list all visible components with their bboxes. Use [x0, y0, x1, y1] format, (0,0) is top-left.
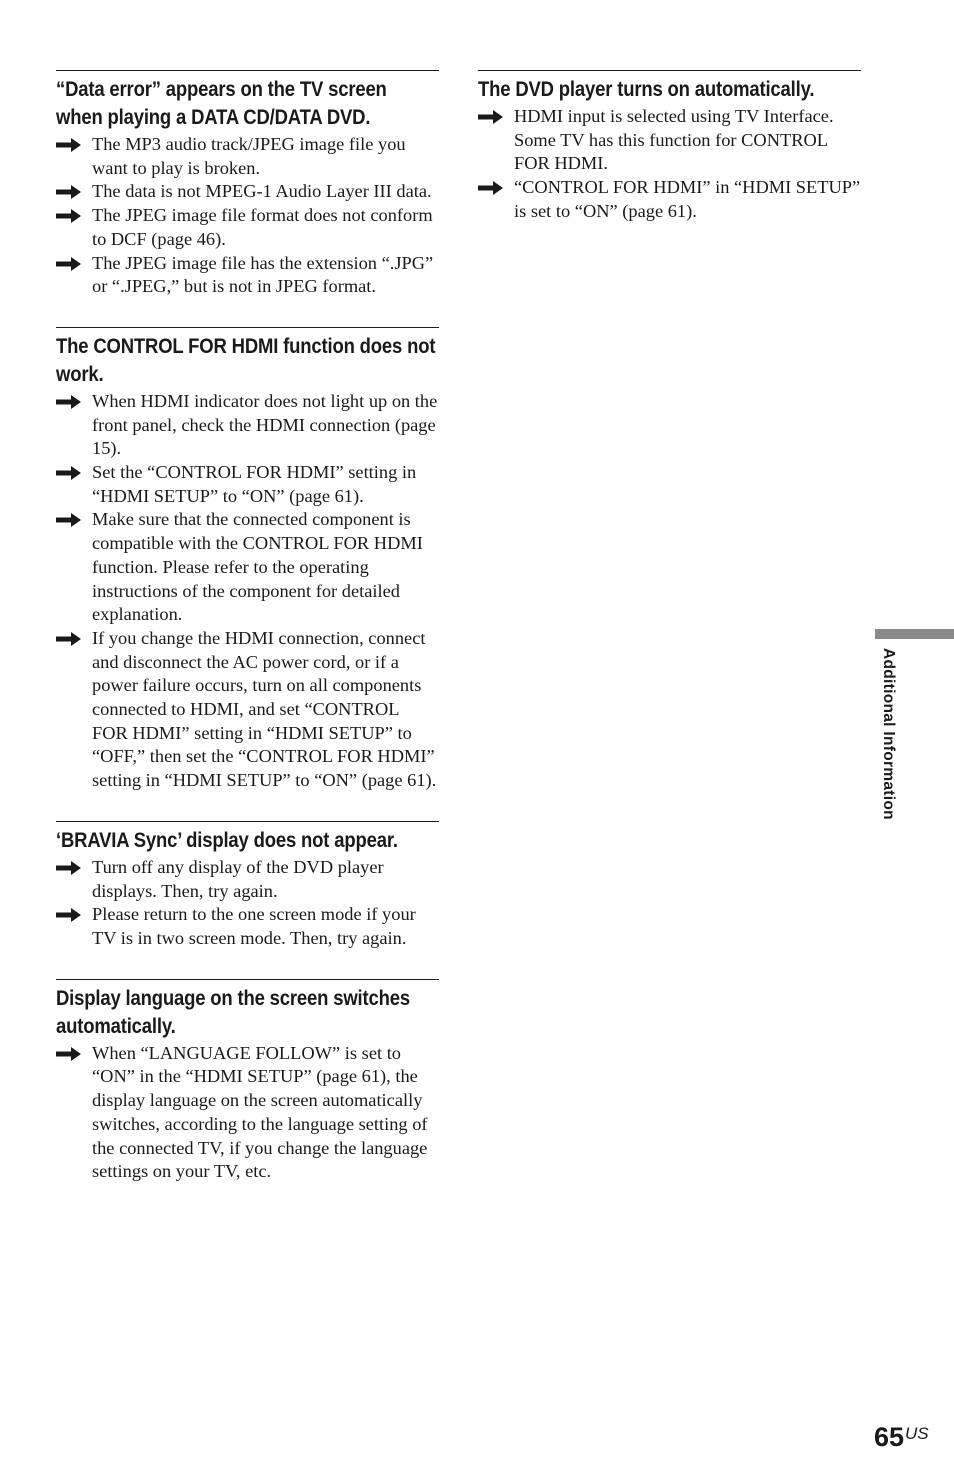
list-item	[56, 903, 439, 950]
item-text: Make sure that the connected component is compatible with the CONTROL FOR HDMI function. Please refer to the operating instructions of the component for detailed explanation.	[92, 509, 423, 625]
right-arrow-icon	[478, 110, 503, 124]
section-heading: Display language on the screen switches automatically.	[56, 985, 410, 1038]
right-column	[478, 70, 861, 252]
right-arrow-icon	[478, 181, 503, 195]
item-text: HDMI input is selected using TV Interface. Some TV has this function for CONTROL FOR HDMI.	[514, 106, 834, 174]
item-text: Set the “CONTROL FOR HDMI” setting in “HDMI SETUP” to “ON” (page 61).	[92, 462, 417, 506]
page-number-suffix: US	[905, 1424, 929, 1443]
right-arrow-icon	[56, 138, 81, 152]
item-text: Please return to the one screen mode if your TV is in two screen mode. Then, try again.	[92, 904, 416, 948]
right-arrow-icon	[56, 1047, 81, 1061]
right-arrow-icon	[56, 632, 81, 646]
list-item	[56, 508, 439, 627]
section-heading: The DVD player turns on automatically.	[478, 77, 815, 101]
right-arrow-icon	[56, 466, 81, 480]
list-item	[56, 252, 439, 299]
side-tab-bar	[875, 629, 954, 639]
list-item	[56, 390, 439, 461]
list-item	[56, 1042, 439, 1184]
item-text: The JPEG image file has the extension “.JPG” or “.JPEG,” but is not in JPEG format.	[92, 252, 434, 297]
right-arrow-icon	[56, 861, 81, 875]
section-heading: ‘BRAVIA Sync’ display does not appear.	[56, 827, 398, 852]
list-item	[56, 180, 439, 204]
section-heading: “Data error” appears on the TV screen when playing a DATA CD/DATA DVD.	[56, 77, 387, 129]
item-text: When “LANGUAGE FOLLOW” is set to “ON” in the “HDMI SETUP” (page 61), the display language on the screen automatically switches, according to the language setting of the connected TV, if you change the language settings on your TV, etc.	[92, 1042, 428, 1182]
item-text: The JPEG image file format does not conform to DCF (page 46).	[92, 205, 433, 249]
right-arrow-icon	[56, 395, 81, 409]
section-heading: The CONTROL FOR HDMI function does not work.	[56, 333, 436, 386]
section-display-language	[56, 979, 439, 1184]
list-item	[56, 133, 439, 180]
list-item	[478, 105, 861, 176]
side-tab-label: Additional Information	[880, 648, 897, 820]
list-item	[478, 176, 861, 223]
item-text: When HDMI indicator does not light up on the front panel, check the HDMI connection (page 15).	[92, 390, 438, 459]
section-data-error	[56, 70, 439, 299]
right-arrow-icon	[56, 908, 81, 922]
right-arrow-icon	[56, 185, 81, 199]
section-control-for-hdmi	[56, 327, 439, 793]
left-column	[56, 70, 439, 1212]
item-text: The MP3 audio track/JPEG image file you want to play is broken.	[92, 134, 406, 178]
right-arrow-icon	[56, 257, 81, 271]
item-text: If you change the HDMI connection, connect and disconnect the AC power cord, or if a power failure occurs, turn on all components connected to HDMI, and set “CONTROL FOR HDMI” setting in “HDMI SETUP” to “OFF,” then set the “CONTROL FOR HDMI” setting in “HDMI SETUP” to “ON” (page 61).	[92, 627, 437, 791]
list-item	[56, 627, 439, 793]
item-text: The data is not MPEG-1 Audio Layer III data.	[92, 181, 432, 202]
list-item	[56, 856, 439, 903]
section-bravia-sync	[56, 821, 439, 951]
list-item	[56, 204, 439, 251]
item-text: “CONTROL FOR HDMI” in “HDMI SETUP” is set to “ON” (page 61).	[514, 177, 861, 221]
item-text: Turn off any display of the DVD player displays. Then, try again.	[92, 856, 384, 901]
right-arrow-icon	[56, 209, 81, 223]
list-item	[56, 461, 439, 508]
right-arrow-icon	[56, 513, 81, 527]
section-dvd-turns-on	[478, 70, 861, 224]
page-number: 65	[874, 1422, 905, 1452]
